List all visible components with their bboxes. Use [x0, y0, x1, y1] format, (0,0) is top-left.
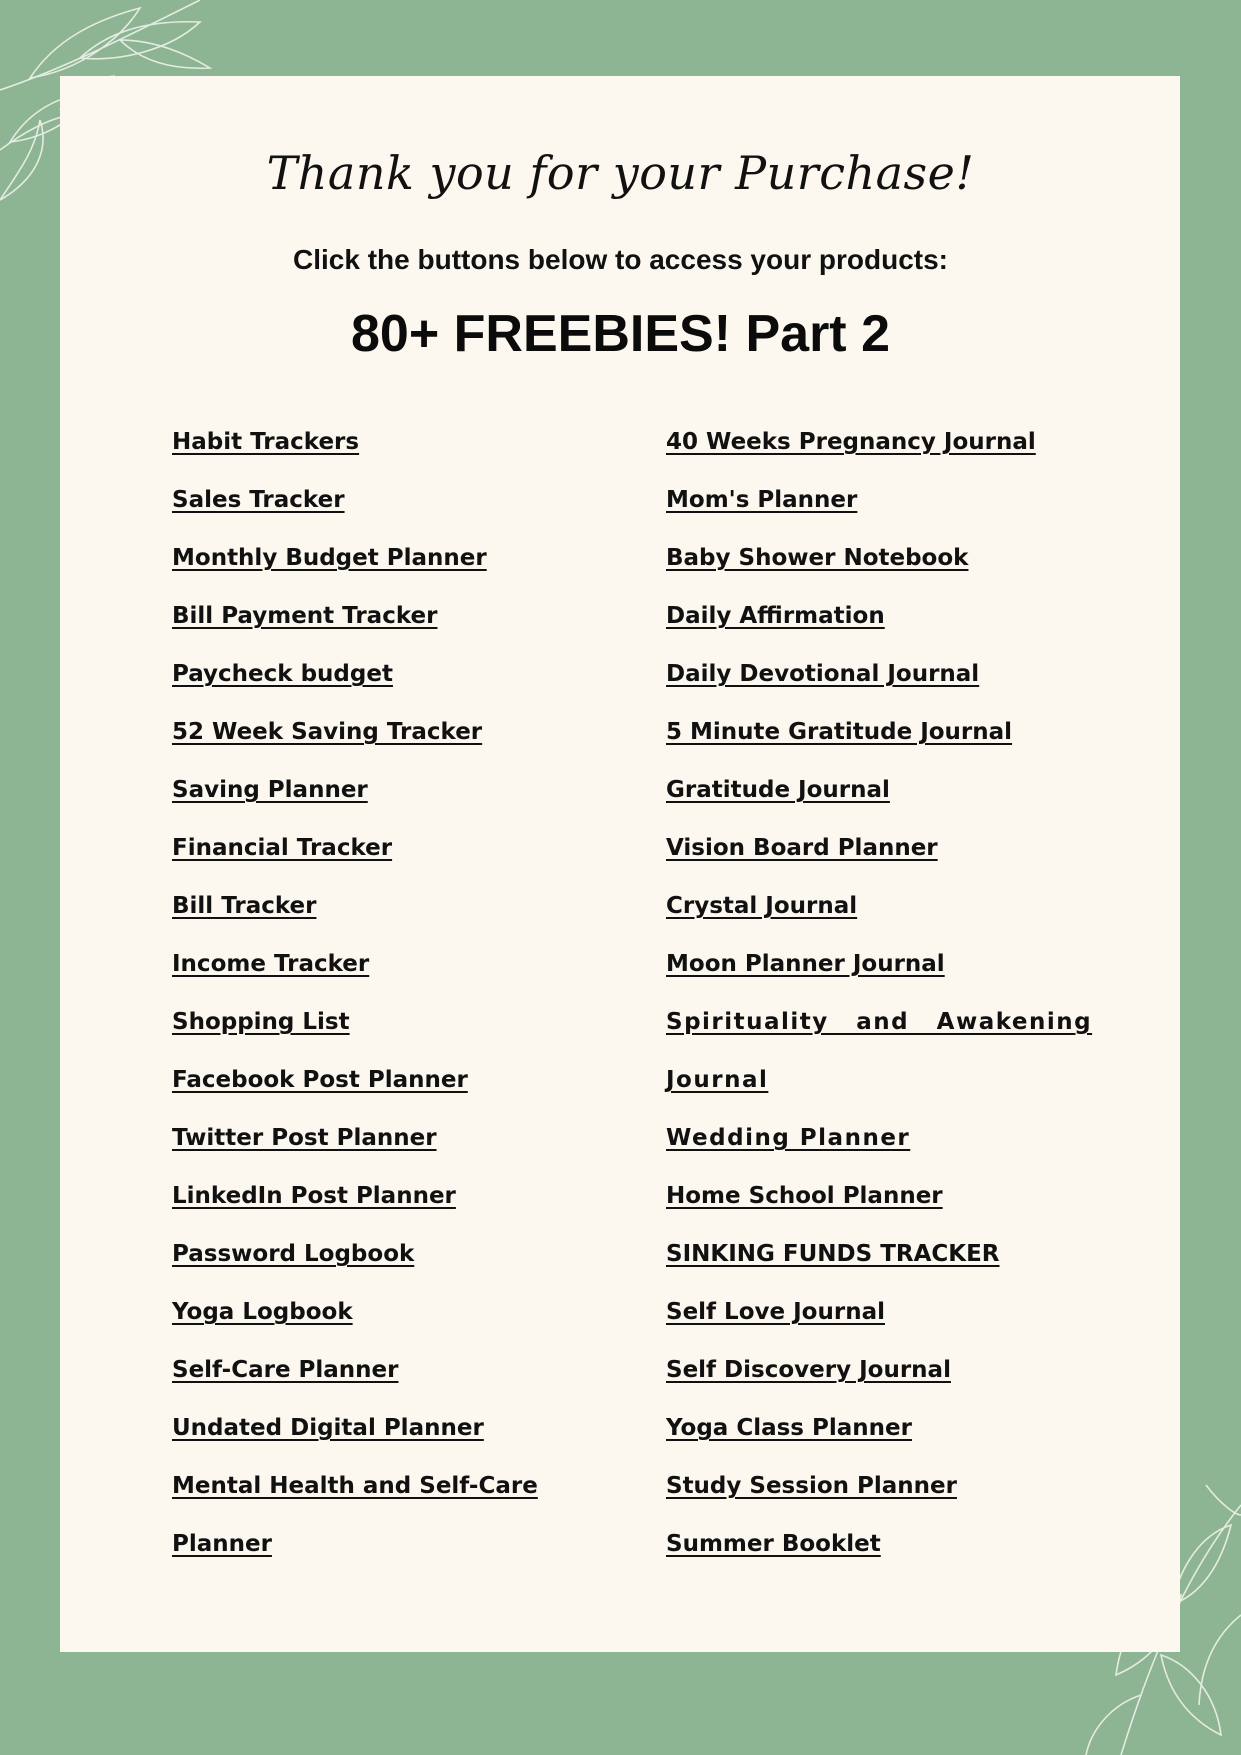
thank-you-heading: Thank you for your Purchase! [266, 146, 975, 200]
product-link[interactable]: Twitter Post Planner [172, 1125, 437, 1151]
product-link[interactable]: Daily Affirmation [666, 603, 885, 629]
list-item [172, 1177, 538, 1235]
product-link[interactable]: Bill Tracker [172, 893, 317, 919]
list-item [172, 655, 538, 713]
list-item [666, 1003, 1092, 1061]
list-item [666, 945, 1092, 1003]
product-link[interactable]: Income Tracker [172, 951, 370, 977]
product-link[interactable]: SINKING FUNDS TRACKER [666, 1241, 1000, 1267]
product-link[interactable]: Saving Planner [172, 777, 368, 803]
list-item [666, 655, 1092, 713]
list-item [172, 887, 538, 945]
list-item [172, 1525, 538, 1583]
product-link[interactable]: Mom's Planner [666, 487, 858, 513]
list-item [172, 1409, 538, 1467]
product-link[interactable]: Shopping List [172, 1009, 350, 1035]
product-link[interactable]: Self-Care Planner [172, 1357, 399, 1383]
list-item [172, 1061, 538, 1119]
product-link[interactable]: 52 Week Saving Tracker [172, 719, 483, 745]
product-link[interactable]: Monthly Budget Planner [172, 545, 487, 571]
product-link[interactable]: Gratitude Journal [666, 777, 890, 803]
product-link[interactable]: Paycheck budget [172, 661, 393, 687]
list-item [666, 887, 1092, 945]
instructions-text: Click the buttons below to access your products: [293, 244, 948, 275]
list-item [172, 1119, 538, 1177]
product-link[interactable]: Bill Payment Tracker [172, 603, 438, 629]
list-item [172, 945, 538, 1003]
list-item [666, 481, 1092, 539]
product-link[interactable]: Undated Digital Planner [172, 1415, 484, 1441]
list-item [172, 771, 538, 829]
product-link[interactable]: Crystal Journal [666, 893, 858, 919]
product-link[interactable]: Mental Health and Self-Care [172, 1473, 538, 1499]
product-link[interactable]: Daily Devotional Journal [666, 661, 980, 687]
page-title: 80+ FREEBIES! Part 2 [351, 305, 890, 363]
list-item [666, 771, 1092, 829]
product-link[interactable]: Yoga Class Planner [666, 1415, 912, 1441]
product-link[interactable]: 40 Weeks Pregnancy Journal [666, 429, 1036, 455]
product-link[interactable]: Habit Trackers [172, 429, 360, 455]
list-item [172, 1235, 538, 1293]
list-item [172, 539, 538, 597]
list-item [172, 1467, 538, 1525]
list-item [172, 1003, 538, 1061]
list-item [666, 1409, 1092, 1467]
list-item [666, 1235, 1092, 1293]
list-item [172, 713, 538, 771]
product-link[interactable]: Self Discovery Journal [666, 1357, 951, 1383]
right-link-list [666, 423, 1092, 1583]
list-item [666, 1467, 1092, 1525]
list-item [666, 539, 1092, 597]
list-item [666, 1293, 1092, 1351]
list-item [172, 597, 538, 655]
product-link[interactable]: Facebook Post Planner [172, 1067, 468, 1093]
product-link[interactable]: Baby Shower Notebook [666, 545, 969, 571]
product-link[interactable]: Financial Tracker [172, 835, 393, 861]
product-link[interactable]: Spirituality and Awakening [666, 1009, 1093, 1035]
product-link[interactable]: LinkedIn Post Planner [172, 1183, 456, 1209]
list-item [172, 423, 538, 481]
product-link[interactable]: Yoga Logbook [172, 1299, 353, 1325]
list-item [172, 1351, 538, 1409]
list-item [172, 481, 538, 539]
list-item [666, 1351, 1092, 1409]
product-link[interactable]: Vision Board Planner [666, 835, 938, 861]
list-item [666, 1525, 1092, 1583]
product-link[interactable]: Journal [666, 1067, 769, 1093]
list-item [666, 1061, 1092, 1119]
list-item [666, 423, 1092, 481]
product-link[interactable]: Summer Booklet [666, 1531, 881, 1557]
list-item [172, 1293, 538, 1351]
product-link[interactable]: Sales Tracker [172, 487, 345, 513]
product-link[interactable]: Self Love Journal [666, 1299, 885, 1325]
list-item [666, 597, 1092, 655]
product-link[interactable]: Wedding Planner [666, 1125, 911, 1151]
list-item [666, 1119, 1092, 1177]
list-item [172, 829, 538, 887]
product-link[interactable]: Moon Planner Journal [666, 951, 945, 977]
list-item [666, 1177, 1092, 1235]
left-link-list [172, 423, 538, 1583]
product-link[interactable]: Home School Planner [666, 1183, 943, 1209]
list-item [666, 829, 1092, 887]
list-item [666, 713, 1092, 771]
product-link[interactable]: 5 Minute Gratitude Journal [666, 719, 1013, 745]
product-link[interactable]: Planner [172, 1531, 272, 1557]
product-link[interactable]: Study Session Planner [666, 1473, 957, 1499]
product-link[interactable]: Password Logbook [172, 1241, 415, 1267]
